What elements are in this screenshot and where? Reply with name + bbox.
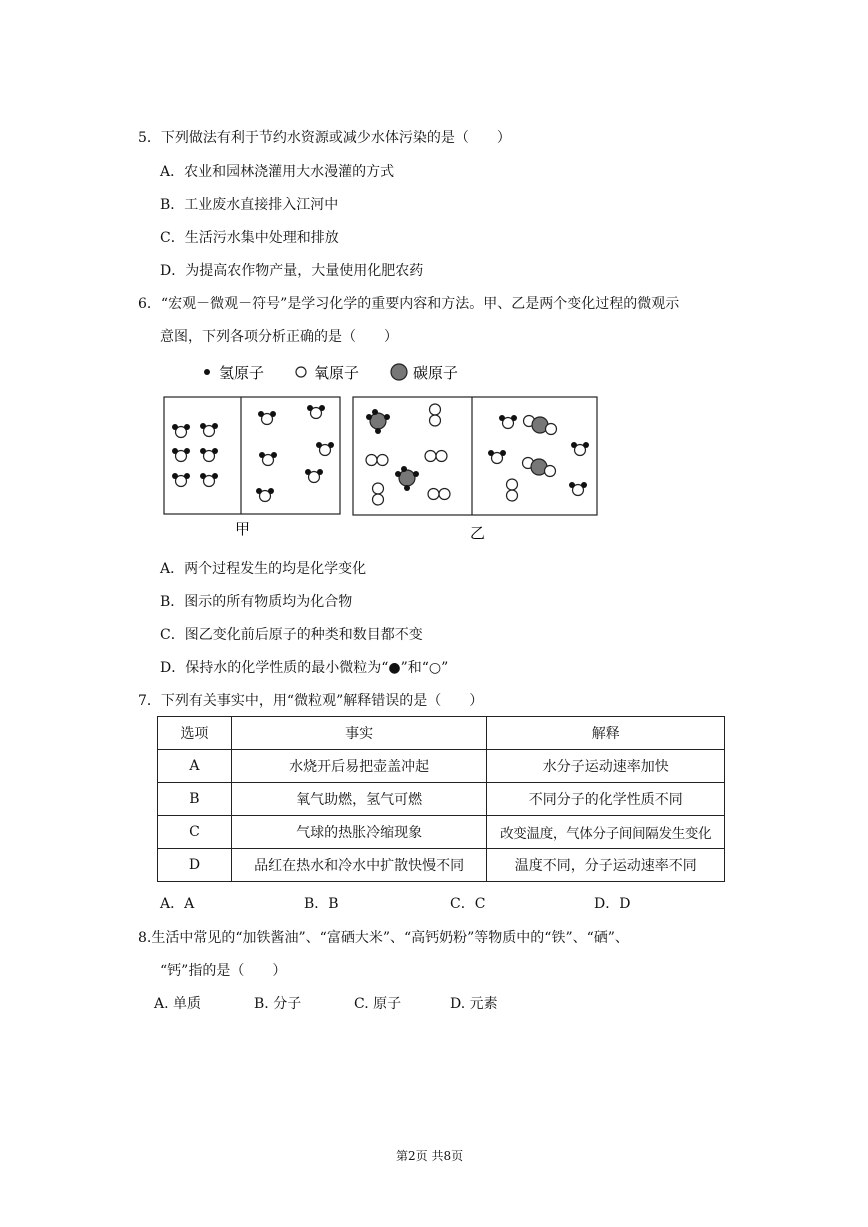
row-fact: 水烧开后易把壶盖冲起 <box>231 750 487 783</box>
row-explanation: 不同分子的化学性质不同 <box>487 783 725 816</box>
q6-stem-line2: 意图，下列各项分析正确的是（ ） <box>160 329 398 345</box>
row-fact: 品红在热水和冷水中扩散快慢不同 <box>231 849 487 882</box>
q8-option-c: C. 原子 <box>354 996 402 1012</box>
table-row <box>158 783 725 816</box>
q5-option-d: D．为提高农作物产量，大量使用化肥农药 <box>160 263 424 279</box>
q6-option-c: C．图乙变化前后原子的种类和数目都不变 <box>160 627 423 643</box>
header-fact: 事实 <box>231 717 487 750</box>
q7-option-b: B．B <box>304 896 339 912</box>
hydrogen-atom-icon <box>204 369 210 375</box>
q5-option-a: A．农业和园林浇灌用大水漫灌的方式 <box>160 164 395 180</box>
q6-stem-line1: 6．“宏观－微观－符号”是学习化学的重要内容和方法。甲、乙是两个变化过程的微观示 <box>138 296 680 312</box>
q6-option-b: B．图示的所有物质均为化合物 <box>160 594 353 610</box>
row-fact: 气球的热胀冷缩现象 <box>231 816 487 849</box>
row-option: D <box>158 849 232 882</box>
q8-option-d: D. 元素 <box>450 996 498 1012</box>
table-header-row <box>158 717 725 750</box>
table-row <box>158 816 725 849</box>
q5-stem: 5．下列做法有利于节约水资源或减少水体污染的是（ ） <box>138 130 511 146</box>
q7-option-a: A．A <box>160 896 195 912</box>
q8-option-b: B. 分子 <box>254 996 302 1012</box>
panel-yi <box>353 397 597 515</box>
header-option: 选项 <box>158 717 232 750</box>
carbon-atom-icon <box>391 364 407 380</box>
panel-jia <box>164 397 340 514</box>
label-yi: 乙 <box>470 524 486 542</box>
q8-option-a: A. 单质 <box>154 996 202 1012</box>
table-row <box>158 750 725 783</box>
label-jia: 甲 <box>235 520 251 538</box>
legend <box>204 364 458 382</box>
q7-option-c: C．C <box>450 896 486 912</box>
row-option: B <box>158 783 232 816</box>
facts-table <box>157 716 725 882</box>
row-option: A <box>158 750 232 783</box>
molecule-diagram <box>0 0 868 560</box>
q8-stem-line1: 8.生活中常见的“加铁酱油”、“富硒大米”、“高钙奶粉”等物质中的“铁”、“硒”、 <box>138 930 629 946</box>
header-explanation: 解释 <box>487 717 725 750</box>
q5-option-b: B．工业废水直接排入江河中 <box>160 197 339 213</box>
q5-option-c: C．生活污水集中处理和排放 <box>160 230 339 246</box>
q6-option-a: A．两个过程发生的均是化学变化 <box>160 561 367 577</box>
legend-carbon: 碳原子 <box>413 364 459 382</box>
row-explanation: 改变温度，气体分子间间隔发生变化 <box>487 816 725 849</box>
q6-option-d: D．保持水的化学性质的最小微粒为“●”和“○” <box>160 660 449 676</box>
oxygen-atom-icon <box>296 367 306 377</box>
row-explanation: 水分子运动速率加快 <box>487 750 725 783</box>
row-explanation: 温度不同，分子运动速率不同 <box>487 849 725 882</box>
q7-stem: 7．下列有关事实中，用“微粒观”解释错误的是（ ） <box>138 693 484 709</box>
legend-hydrogen: 氢原子 <box>219 364 265 382</box>
page-footer: 第2页 共8页 <box>396 1149 464 1163</box>
legend-oxygen: 氧原子 <box>314 364 360 382</box>
table-row <box>158 849 725 882</box>
q8-stem-line2: “钙”指的是（ ） <box>160 963 287 979</box>
row-fact: 氧气助燃，氢气可燃 <box>231 783 487 816</box>
q7-option-d: D．D <box>594 896 631 912</box>
row-option: C <box>158 816 232 849</box>
